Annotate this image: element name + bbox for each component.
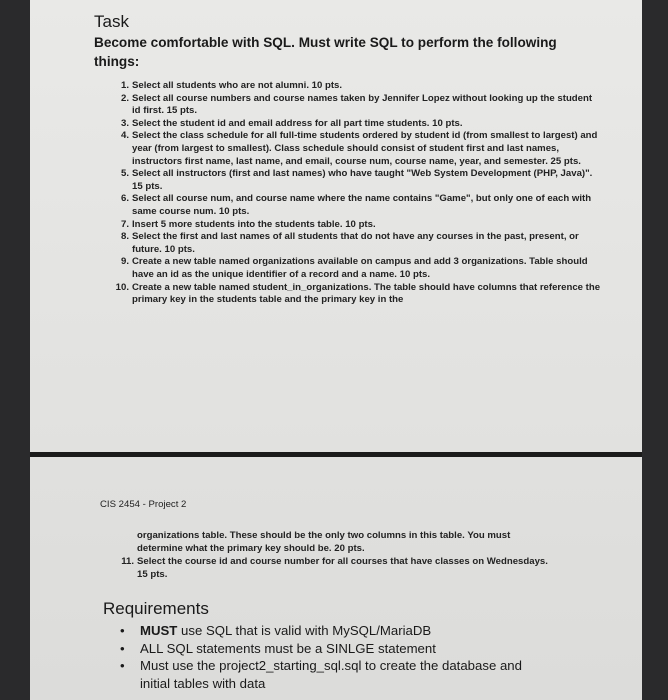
task-item-text: Create a new table named organizations available on campus and add 3 organizations. Table should have an id as the unique identifier of a record and a name. 10 pts. — [132, 256, 588, 280]
task-item-number: 7. — [120, 218, 129, 230]
task-heading: Task — [94, 12, 129, 31]
task-item — [112, 193, 602, 218]
task-item-number: 4. — [120, 130, 129, 142]
task-item — [112, 80, 602, 93]
task-item — [112, 282, 602, 307]
task-list — [112, 80, 602, 307]
document-page-2 — [30, 457, 642, 700]
task-item — [118, 556, 558, 581]
task-item-text: Select the first and last names of all students that do not have any courses in the past, present, or future. 10 pts. — [132, 231, 579, 255]
task-item-text: Create a new table named student_in_organizations. The table should have columns that reference the primary key in the students table and the primary key in the — [132, 281, 601, 306]
task-item-number: 9. — [120, 256, 129, 268]
task-item-text: Insert 5 more students into the students table. 10 pts. — [132, 218, 376, 230]
task-item-number: 8. — [120, 231, 129, 243]
task-item-number: 11. — [121, 556, 134, 567]
task-item-number: 2. — [120, 92, 129, 104]
requirement-text: Must use the project2_starting_sql.sql to create the database and initial tables with data — [140, 658, 522, 691]
task-item — [112, 256, 602, 281]
requirement-emphasis: MUST — [140, 623, 178, 638]
task-item — [112, 93, 602, 118]
bullet-icon: • — [120, 640, 125, 656]
task-list-continued — [118, 556, 558, 581]
task-item-number: 6. — [120, 193, 129, 205]
task-item-text: Select the course id and course number for all courses that have classes on Wednesdays. 15 pts. — [137, 556, 548, 580]
task-item-number: 3. — [120, 117, 129, 129]
document-page-1 — [30, 0, 642, 452]
task-item-number: 1. — [120, 80, 129, 91]
task-item-number: 10. — [115, 281, 129, 293]
requirement-item — [120, 657, 550, 692]
course-label: CIS 2454 - Project 2 — [100, 499, 187, 510]
task-item-text: Select the class schedule for all full-time students ordered by student id (from smallest to largest) and year (from largest to smallest). Class schedule should consist of student first and last names, instructors first name, last name, and email, course num, course name, year, and semester. 25 pts. — [132, 130, 598, 167]
requirement-item — [120, 640, 550, 658]
task-item — [112, 130, 602, 168]
task-item — [112, 118, 602, 131]
task-item-number: 5. — [120, 168, 129, 180]
task-item — [112, 219, 602, 232]
task-item-text: Select all course num, and course name where the name contains "Game", but only one of each with same course num. 10 pts. — [132, 193, 592, 217]
task-item — [112, 168, 602, 193]
requirements-heading: Requirements — [103, 599, 209, 618]
task-item-text: Select all course numbers and course names taken by Jennifer Lopez without looking up the student id first. 15 pts. — [132, 92, 593, 117]
task-item-text: Select all instructors (first and last names) who have taught "Web System Development (PHP, Java)". 15 pts. — [132, 168, 593, 192]
requirement-item — [120, 622, 550, 640]
requirements-list — [120, 622, 550, 692]
bullet-icon: • — [120, 658, 125, 673]
task-item — [112, 231, 602, 256]
task-item-text: Select the student id and email address for all part time students. 10 pts. — [132, 117, 463, 129]
task-description: Become comfortable with SQL. Must write SQL to perform the following things: — [94, 35, 557, 69]
bullet-icon: • — [120, 623, 125, 638]
requirement-text: ALL SQL statements must be a SINLGE statement — [140, 640, 436, 656]
task-continuation: organizations table. These should be the only two columns in this table. You must determine what the primary key should be. 20 pts. — [137, 530, 511, 554]
requirement-text: use SQL that is valid with MySQL/MariaDB — [177, 623, 432, 638]
task-item-text: Select all students who are not alumni. 10 pts. — [132, 80, 343, 91]
